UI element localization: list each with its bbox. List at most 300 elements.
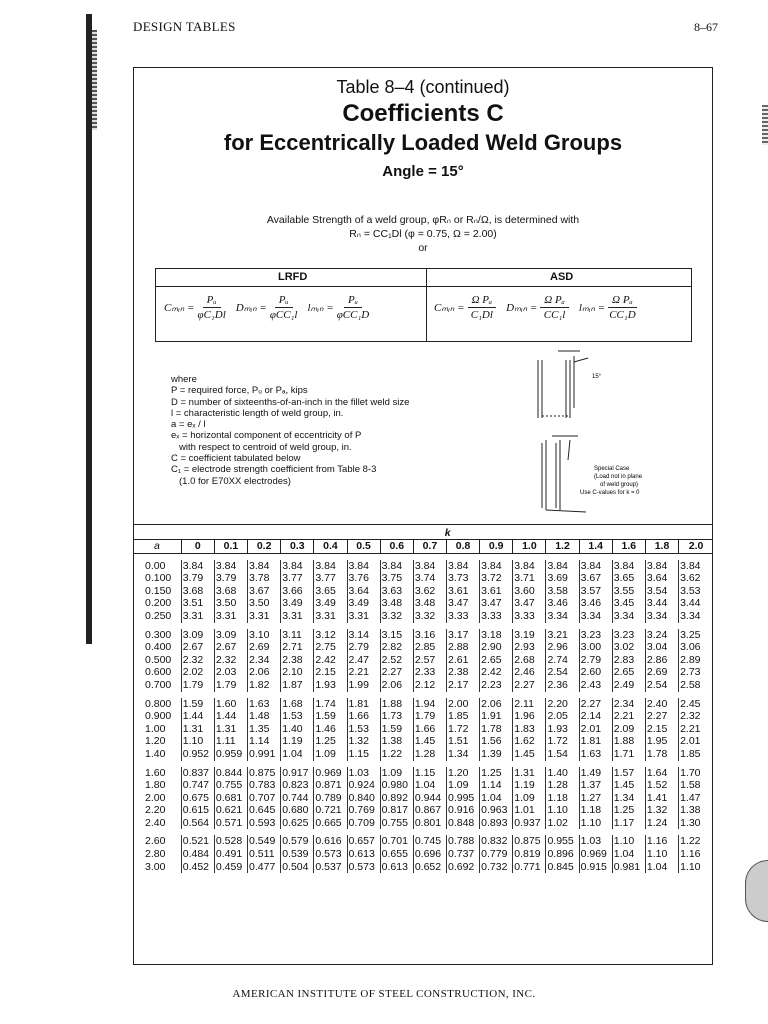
coefficient-cell: 2.01: [579, 723, 612, 736]
coefficient-cell: 1.01: [513, 804, 546, 817]
coefficient-cell: 0.737: [446, 848, 479, 861]
coefficient-cell: 1.94: [413, 698, 446, 711]
coefficient-cell: 1.52: [645, 779, 678, 792]
table-title: Coefficients C: [342, 100, 504, 127]
lrfd-c-lhs: Cₘᵢₙ =: [164, 302, 195, 314]
publisher-footer: AMERICAN INSTITUTE OF STEEL CONSTRUCTION, INC.: [232, 988, 536, 1000]
coefficient-cell: 1.03: [347, 767, 380, 780]
coefficient-cell: 3.84: [612, 560, 645, 573]
coefficient-cell: 2.69: [248, 641, 281, 654]
definition-line: P = required force, Pᵤ or Pₐ, kips: [171, 385, 308, 397]
row-a-value: 2.60: [145, 835, 166, 848]
table-row: [133, 767, 713, 780]
coefficient-cell: 3.23: [579, 629, 612, 642]
coefficient-cell: 0.771: [513, 861, 546, 874]
coefficient-cell: 0.613: [380, 861, 413, 874]
coefficient-cell: 3.46: [546, 597, 579, 610]
coefficient-cell: 1.48: [248, 710, 281, 723]
coefficient-cell: 2.03: [214, 666, 247, 679]
coefficient-cell: 1.88: [380, 698, 413, 711]
binding-holes: [92, 30, 97, 130]
coefficient-cell: 3.47: [513, 597, 546, 610]
coefficient-cell: 0.613: [347, 848, 380, 861]
coefficient-cell: 3.84: [181, 560, 214, 573]
coefficient-cell: 0.701: [380, 835, 413, 848]
formula-column-divider: [426, 269, 427, 341]
coefficient-cell: 1.09: [513, 792, 546, 805]
coefficient-cell: 3.61: [480, 585, 513, 598]
coefficient-cell: 1.53: [281, 710, 314, 723]
row-a-value: 3.00: [145, 860, 166, 873]
running-header: DESIGN TABLES: [133, 19, 236, 34]
coefficient-cell: 0.692: [446, 861, 479, 874]
coefficient-cell: 1.22: [679, 835, 713, 848]
coefficient-cell: 1.54: [546, 748, 579, 761]
row-a-value: 1.40: [145, 747, 166, 760]
coefficient-cell: 1.39: [480, 748, 513, 761]
coefficient-cell: 2.21: [612, 710, 645, 723]
coefficient-cell: 0.477: [248, 861, 281, 874]
coefficient-cell: 1.04: [645, 861, 678, 874]
coefficient-cell: 3.67: [579, 572, 612, 585]
formula-header-divider: [156, 286, 691, 287]
table-row: [133, 735, 713, 748]
coefficient-cell: 1.19: [513, 779, 546, 792]
coefficient-cell: 3.60: [513, 585, 546, 598]
coefficient-cell: 0.616: [314, 835, 347, 848]
coefficient-cell: 3.34: [645, 610, 678, 623]
coefficient-cell: 2.33: [413, 666, 446, 679]
table-row: [133, 560, 713, 573]
table-number: Table 8–4 (continued): [336, 77, 510, 97]
coefficient-cell: 1.59: [181, 698, 214, 711]
coefficient-cell: 2.52: [380, 654, 413, 667]
row-a-value: 1.60: [145, 766, 166, 779]
coefficient-cell: 1.27: [579, 792, 612, 805]
coefficient-cell: 1.53: [347, 723, 380, 736]
coefficient-cell: 2.67: [214, 641, 247, 654]
coefficient-cell: 1.34: [612, 792, 645, 805]
lrfd-label: LRFD: [278, 271, 308, 283]
coefficient-cell: 2.96: [546, 641, 579, 654]
coefficient-cell: 3.45: [612, 597, 645, 610]
table-subtitle: for Eccentrically Loaded Weld Groups: [223, 130, 623, 155]
asd-c-num: Ω Pₐ: [468, 294, 497, 308]
coefficient-cell: 1.28: [546, 779, 579, 792]
row-a-value: 0.150: [145, 584, 172, 597]
coefficient-cell: 3.49: [347, 597, 380, 610]
row-a-value: 2.20: [145, 804, 166, 817]
asd-c-lhs: Cₘᵢₙ =: [434, 302, 465, 314]
coefficient-cell: 2.46: [513, 666, 546, 679]
coefficient-cell: 3.64: [645, 572, 678, 585]
k-label: k: [444, 528, 451, 539]
coefficient-cell: 1.09: [314, 748, 347, 761]
coefficient-cell: 0.969: [579, 848, 612, 861]
coefficient-cell: 3.63: [380, 585, 413, 598]
coefficient-cell: 2.32: [214, 654, 247, 667]
row-a-value: 0.400: [145, 641, 172, 654]
coefficient-cell: 3.84: [248, 560, 281, 573]
coefficient-cell: 2.00: [446, 698, 479, 711]
column-header: 0.4: [314, 540, 347, 554]
coefficient-cell: 1.16: [645, 835, 678, 848]
coefficient-cell: 1.79: [181, 679, 214, 692]
special-case-line-1: Special Case: [594, 466, 630, 472]
lrfd-formulas: [164, 294, 379, 321]
lrfd-l-den: φCC₁D: [336, 309, 370, 321]
coefficient-cell: 3.51: [181, 597, 214, 610]
coefficient-cell: 0.783: [248, 779, 281, 792]
definition-line: where: [171, 374, 197, 385]
binder-clip: [745, 860, 768, 922]
coefficient-cell: 0.655: [380, 848, 413, 861]
coefficient-cell: 1.10: [181, 735, 214, 748]
coefficient-cell: 2.73: [679, 666, 713, 679]
column-header: 0.6: [380, 540, 413, 554]
coefficient-cell: 1.93: [314, 679, 347, 692]
coefficient-cell: 0.744: [281, 792, 314, 805]
coefficient-cell: 3.09: [181, 629, 214, 642]
coefficient-cell: 3.00: [579, 641, 612, 654]
coefficient-cell: 0.621: [214, 804, 247, 817]
table-row: [133, 748, 713, 761]
coefficient-cell: 1.87: [281, 679, 314, 692]
coefficient-cell: 2.47: [347, 654, 380, 667]
coefficient-cell: 2.02: [181, 666, 214, 679]
coefficient-cell: 3.34: [679, 610, 713, 623]
coefficient-cell: 1.38: [380, 735, 413, 748]
coefficient-cell: 1.79: [214, 679, 247, 692]
coefficient-cell: 0.817: [380, 804, 413, 817]
coefficient-cell: 3.68: [214, 585, 247, 598]
row-a-value: 2.00: [145, 791, 166, 804]
coefficient-cell: 3.84: [281, 560, 314, 573]
coefficient-cell: 0.991: [248, 748, 281, 761]
coefficient-cell: 3.33: [446, 610, 479, 623]
coefficient-cell: 1.41: [645, 792, 678, 805]
coefficient-cell: 2.32: [181, 654, 214, 667]
coefficient-cell: 0.944: [413, 792, 446, 805]
asd-l-fraction: [608, 294, 637, 321]
coefficient-cell: 1.72: [446, 723, 479, 736]
coefficient-cell: 1.60: [214, 698, 247, 711]
coefficient-cell: 0.579: [281, 835, 314, 848]
coefficient-cell: 3.23: [612, 629, 645, 642]
column-header: 2.0: [679, 540, 713, 554]
coefficient-cell: 3.31: [281, 610, 314, 623]
coefficient-cell: 3.67: [248, 585, 281, 598]
lrfd-d-fraction: [270, 294, 298, 321]
coefficient-cell: 1.18: [579, 804, 612, 817]
coefficient-cell: 1.93: [546, 723, 579, 736]
coefficient-cell: 3.84: [446, 560, 479, 573]
weld-elevation-view: [538, 351, 588, 418]
coefficient-cell: 2.27: [513, 679, 546, 692]
weld-plan-view: [542, 436, 586, 512]
coefficient-cell: 1.85: [446, 710, 479, 723]
coefficient-cell: 3.66: [281, 585, 314, 598]
row-a-value: 0.900: [145, 710, 172, 723]
coefficient-cell: 0.747: [181, 779, 214, 792]
coefficient-cell: 3.47: [480, 597, 513, 610]
coefficient-cell: 1.88: [612, 735, 645, 748]
coefficient-cell: 1.58: [679, 779, 713, 792]
coefficient-cell: 0.896: [546, 848, 579, 861]
coefficient-cell: 3.21: [546, 629, 579, 642]
coefficient-cell: 1.10: [645, 848, 678, 861]
column-header: 1.6: [612, 540, 645, 554]
table-row: [133, 641, 713, 654]
coefficient-cell: 3.76: [347, 572, 380, 585]
coefficient-cell: 2.74: [546, 654, 579, 667]
coefficient-cell: 2.60: [579, 666, 612, 679]
row-a-value: 0.800: [145, 697, 172, 710]
coefficient-cell: 1.04: [413, 779, 446, 792]
coefficient-cell: 0.680: [281, 804, 314, 817]
coefficient-cell: 1.14: [480, 779, 513, 792]
coefficient-cell: 3.34: [612, 610, 645, 623]
weld-group-diagram: [508, 348, 668, 520]
coefficient-cell: 2.34: [248, 654, 281, 667]
column-header-row: [133, 540, 713, 554]
coefficient-cell: 0.819: [513, 848, 546, 861]
coefficient-cell: 3.14: [347, 629, 380, 642]
coefficient-cell: 0.769: [347, 804, 380, 817]
coefficient-cell: 2.11: [513, 698, 546, 711]
coefficient-cell: 1.40: [546, 767, 579, 780]
coefficient-cell: 1.40: [281, 723, 314, 736]
asd-l-num: Ω Pₐ: [608, 294, 637, 308]
coefficient-cell: 1.31: [181, 723, 214, 736]
a-label: a: [133, 540, 181, 554]
coefficient-cell: 0.788: [446, 835, 479, 848]
coefficient-cell: 0.564: [181, 817, 214, 830]
coefficient-cell: 3.75: [380, 572, 413, 585]
coefficient-cell: 3.24: [645, 629, 678, 642]
coefficient-cell: 1.95: [645, 735, 678, 748]
table-row: [133, 585, 713, 598]
coefficient-cell: 3.62: [679, 572, 713, 585]
coefficient-cell: 2.27: [579, 698, 612, 711]
coefficient-cell: 3.49: [281, 597, 314, 610]
table-top-rule: [133, 524, 713, 525]
coefficient-cell: 2.05: [546, 710, 579, 723]
special-case-line-2: (Load not in plane: [594, 474, 643, 480]
column-header: 1.0: [513, 540, 546, 554]
coefficient-cell: 3.84: [513, 560, 546, 573]
coefficient-cell: 3.15: [380, 629, 413, 642]
coefficient-cell: 0.657: [347, 835, 380, 848]
row-a-value: 1.00: [145, 722, 166, 735]
coefficient-cell: 2.21: [347, 666, 380, 679]
definition-line: l = characteristic length of weld group, in.: [171, 407, 344, 419]
special-case-line-4: Use C-values for k = 0: [580, 490, 640, 496]
coefficient-cell: 2.12: [413, 679, 446, 692]
coefficient-cell: 0.840: [347, 792, 380, 805]
coefficient-cell: 3.31: [248, 610, 281, 623]
coefficient-cell: 1.10: [546, 804, 579, 817]
coefficient-cell: 1.09: [446, 779, 479, 792]
coefficient-cell: 0.789: [314, 792, 347, 805]
coefficient-cell: 2.54: [645, 679, 678, 692]
lrfd-c-den: φC₁Dl: [197, 309, 226, 321]
coefficient-cell: 1.31: [513, 767, 546, 780]
coefficient-cell: 2.20: [546, 698, 579, 711]
column-header: 1.4: [579, 540, 612, 554]
coefficient-cell: 2.10: [281, 666, 314, 679]
table-row: [133, 792, 713, 805]
coefficient-cell: 3.84: [380, 560, 413, 573]
coefficient-cell: 2.61: [446, 654, 479, 667]
coefficient-cell: 0.511: [248, 848, 281, 861]
coefficient-cell: 3.71: [513, 572, 546, 585]
coefficient-cell: 2.27: [645, 710, 678, 723]
coefficient-cell: 1.82: [248, 679, 281, 692]
definition-line: D = number of sixteenths-of-an-inch in the fillet weld size: [171, 396, 410, 408]
asd-d-lhs: Dₘᵢₙ =: [506, 302, 538, 314]
lrfd-d-den: φCC₁l: [269, 309, 298, 321]
coefficient-cell: 2.43: [579, 679, 612, 692]
table-row: [133, 572, 713, 585]
lrfd-d-lhs: Dₘᵢₙ =: [235, 302, 267, 314]
k-header-spacer: [133, 528, 181, 540]
row-a-value: 0.600: [145, 666, 172, 679]
coefficient-cell: 1.16: [679, 848, 713, 861]
coefficient-cell: 0.645: [248, 804, 281, 817]
coefficient-cell: 0.844: [214, 767, 247, 780]
coefficient-cell: 3.32: [380, 610, 413, 623]
coefficient-cell: 3.16: [413, 629, 446, 642]
coefficient-cell: 0.721: [314, 804, 347, 817]
coefficient-cell: 0.625: [281, 817, 314, 830]
coefficient-cell: 1.14: [248, 735, 281, 748]
coefficient-cell: 3.04: [645, 641, 678, 654]
coefficient-cell: 0.537: [314, 861, 347, 874]
coefficient-cell: 2.75: [314, 641, 347, 654]
coefficient-cell: 2.40: [645, 698, 678, 711]
coefficient-cell: 0.980: [380, 779, 413, 792]
coefficient-cell: 0.573: [347, 861, 380, 874]
coefficient-cell: 1.10: [579, 817, 612, 830]
coefficient-cell: 2.68: [513, 654, 546, 667]
asd-c-den: C₁Dl: [470, 309, 493, 321]
lrfd-c-num: Pᵤ: [203, 294, 221, 308]
table-row: [133, 835, 713, 848]
coefficient-cell: 1.34: [446, 748, 479, 761]
page-number: 8–67: [694, 20, 718, 34]
coefficient-cell: 3.31: [214, 610, 247, 623]
coefficient-cell: 3.84: [480, 560, 513, 573]
coefficient-cell: 0.875: [513, 835, 546, 848]
asd-d-num: Ω Pₐ: [540, 294, 569, 308]
available-line-1: Available Strength of a weld group, φRₙ or Rₙ/Ω, is determined with: [266, 214, 580, 226]
coefficient-cell: 0.832: [480, 835, 513, 848]
coefficient-cell: 2.86: [645, 654, 678, 667]
coefficient-cell: 3.48: [413, 597, 446, 610]
coefficient-cell: 3.31: [347, 610, 380, 623]
asd-formulas: [434, 294, 647, 321]
column-header: 0: [181, 540, 214, 554]
coefficient-cell: 2.34: [612, 698, 645, 711]
coefficient-cell: 1.04: [281, 748, 314, 761]
coefficient-cell: 3.77: [281, 572, 314, 585]
coefficient-cell: 3.84: [413, 560, 446, 573]
coefficient-cell: 3.77: [314, 572, 347, 585]
coefficient-cell: 0.952: [181, 748, 214, 761]
table-row: [133, 666, 713, 679]
table-row: [133, 610, 713, 623]
coefficient-cell: 0.995: [446, 792, 479, 805]
available-strength-text: [133, 213, 713, 255]
coefficient-cell: 1.35: [248, 723, 281, 736]
lrfd-c-fraction: [198, 294, 226, 321]
coefficient-cell: 3.79: [181, 572, 214, 585]
coefficient-cell: 1.78: [480, 723, 513, 736]
coefficient-cell: 3.78: [248, 572, 281, 585]
coefficient-cell: 0.915: [579, 861, 612, 874]
table-row: [133, 848, 713, 861]
coefficient-cell: 0.917: [281, 767, 314, 780]
coefficient-cell: 3.10: [248, 629, 281, 642]
coefficient-cell: 2.88: [446, 641, 479, 654]
asd-d-den: CC₁l: [543, 309, 566, 321]
coefficient-cell: 2.79: [579, 654, 612, 667]
lrfd-d-num: Pᵤ: [275, 294, 293, 308]
coefficient-cell: 0.801: [413, 817, 446, 830]
coefficient-cell: 1.25: [612, 804, 645, 817]
coefficient-cell: 2.42: [480, 666, 513, 679]
coefficient-cell: 0.696: [413, 848, 446, 861]
coefficient-cell: 3.19: [513, 629, 546, 642]
row-a-value: 2.40: [145, 816, 166, 829]
coefficient-cell: 1.91: [480, 710, 513, 723]
coefficient-cell: 1.66: [413, 723, 446, 736]
coefficient-cell: 0.452: [181, 861, 214, 874]
available-line-3: or: [418, 242, 428, 254]
coefficient-cell: 1.63: [579, 748, 612, 761]
coefficient-cell: 0.837: [181, 767, 214, 780]
coefficient-cell: 0.969: [314, 767, 347, 780]
coefficient-cell: 2.17: [446, 679, 479, 692]
coefficient-cell: 0.539: [281, 848, 314, 861]
coefficient-cell: 0.593: [248, 817, 281, 830]
coefficient-cell: 1.70: [679, 767, 713, 780]
coefficient-cell: 3.25: [679, 629, 713, 642]
lrfd-l-num: Pᵤ: [344, 294, 362, 308]
coefficient-cell: 1.45: [413, 735, 446, 748]
row-a-value: 0.100: [145, 572, 172, 585]
column-header: 1.8: [645, 540, 678, 554]
coefficient-cell: 1.46: [314, 723, 347, 736]
coefficient-cell: 1.30: [679, 817, 713, 830]
column-header: 0.9: [480, 540, 513, 554]
coefficient-cell: 2.23: [480, 679, 513, 692]
coefficient-cell: 1.66: [347, 710, 380, 723]
lrfd-l-fraction: [337, 294, 370, 321]
coefficient-cell: 2.58: [679, 679, 713, 692]
coefficient-cell: 2.49: [612, 679, 645, 692]
coefficient-cell: 2.79: [347, 641, 380, 654]
coefficient-cell: 1.25: [480, 767, 513, 780]
coefficient-cell: 2.42: [314, 654, 347, 667]
coefficient-cell: 1.19: [281, 735, 314, 748]
coefficient-cell: 2.01: [679, 735, 713, 748]
coefficient-cell: 2.21: [679, 723, 713, 736]
coefficient-cell: 1.47: [679, 792, 713, 805]
coefficient-cell: 3.79: [214, 572, 247, 585]
coefficient-cell: 1.96: [513, 710, 546, 723]
